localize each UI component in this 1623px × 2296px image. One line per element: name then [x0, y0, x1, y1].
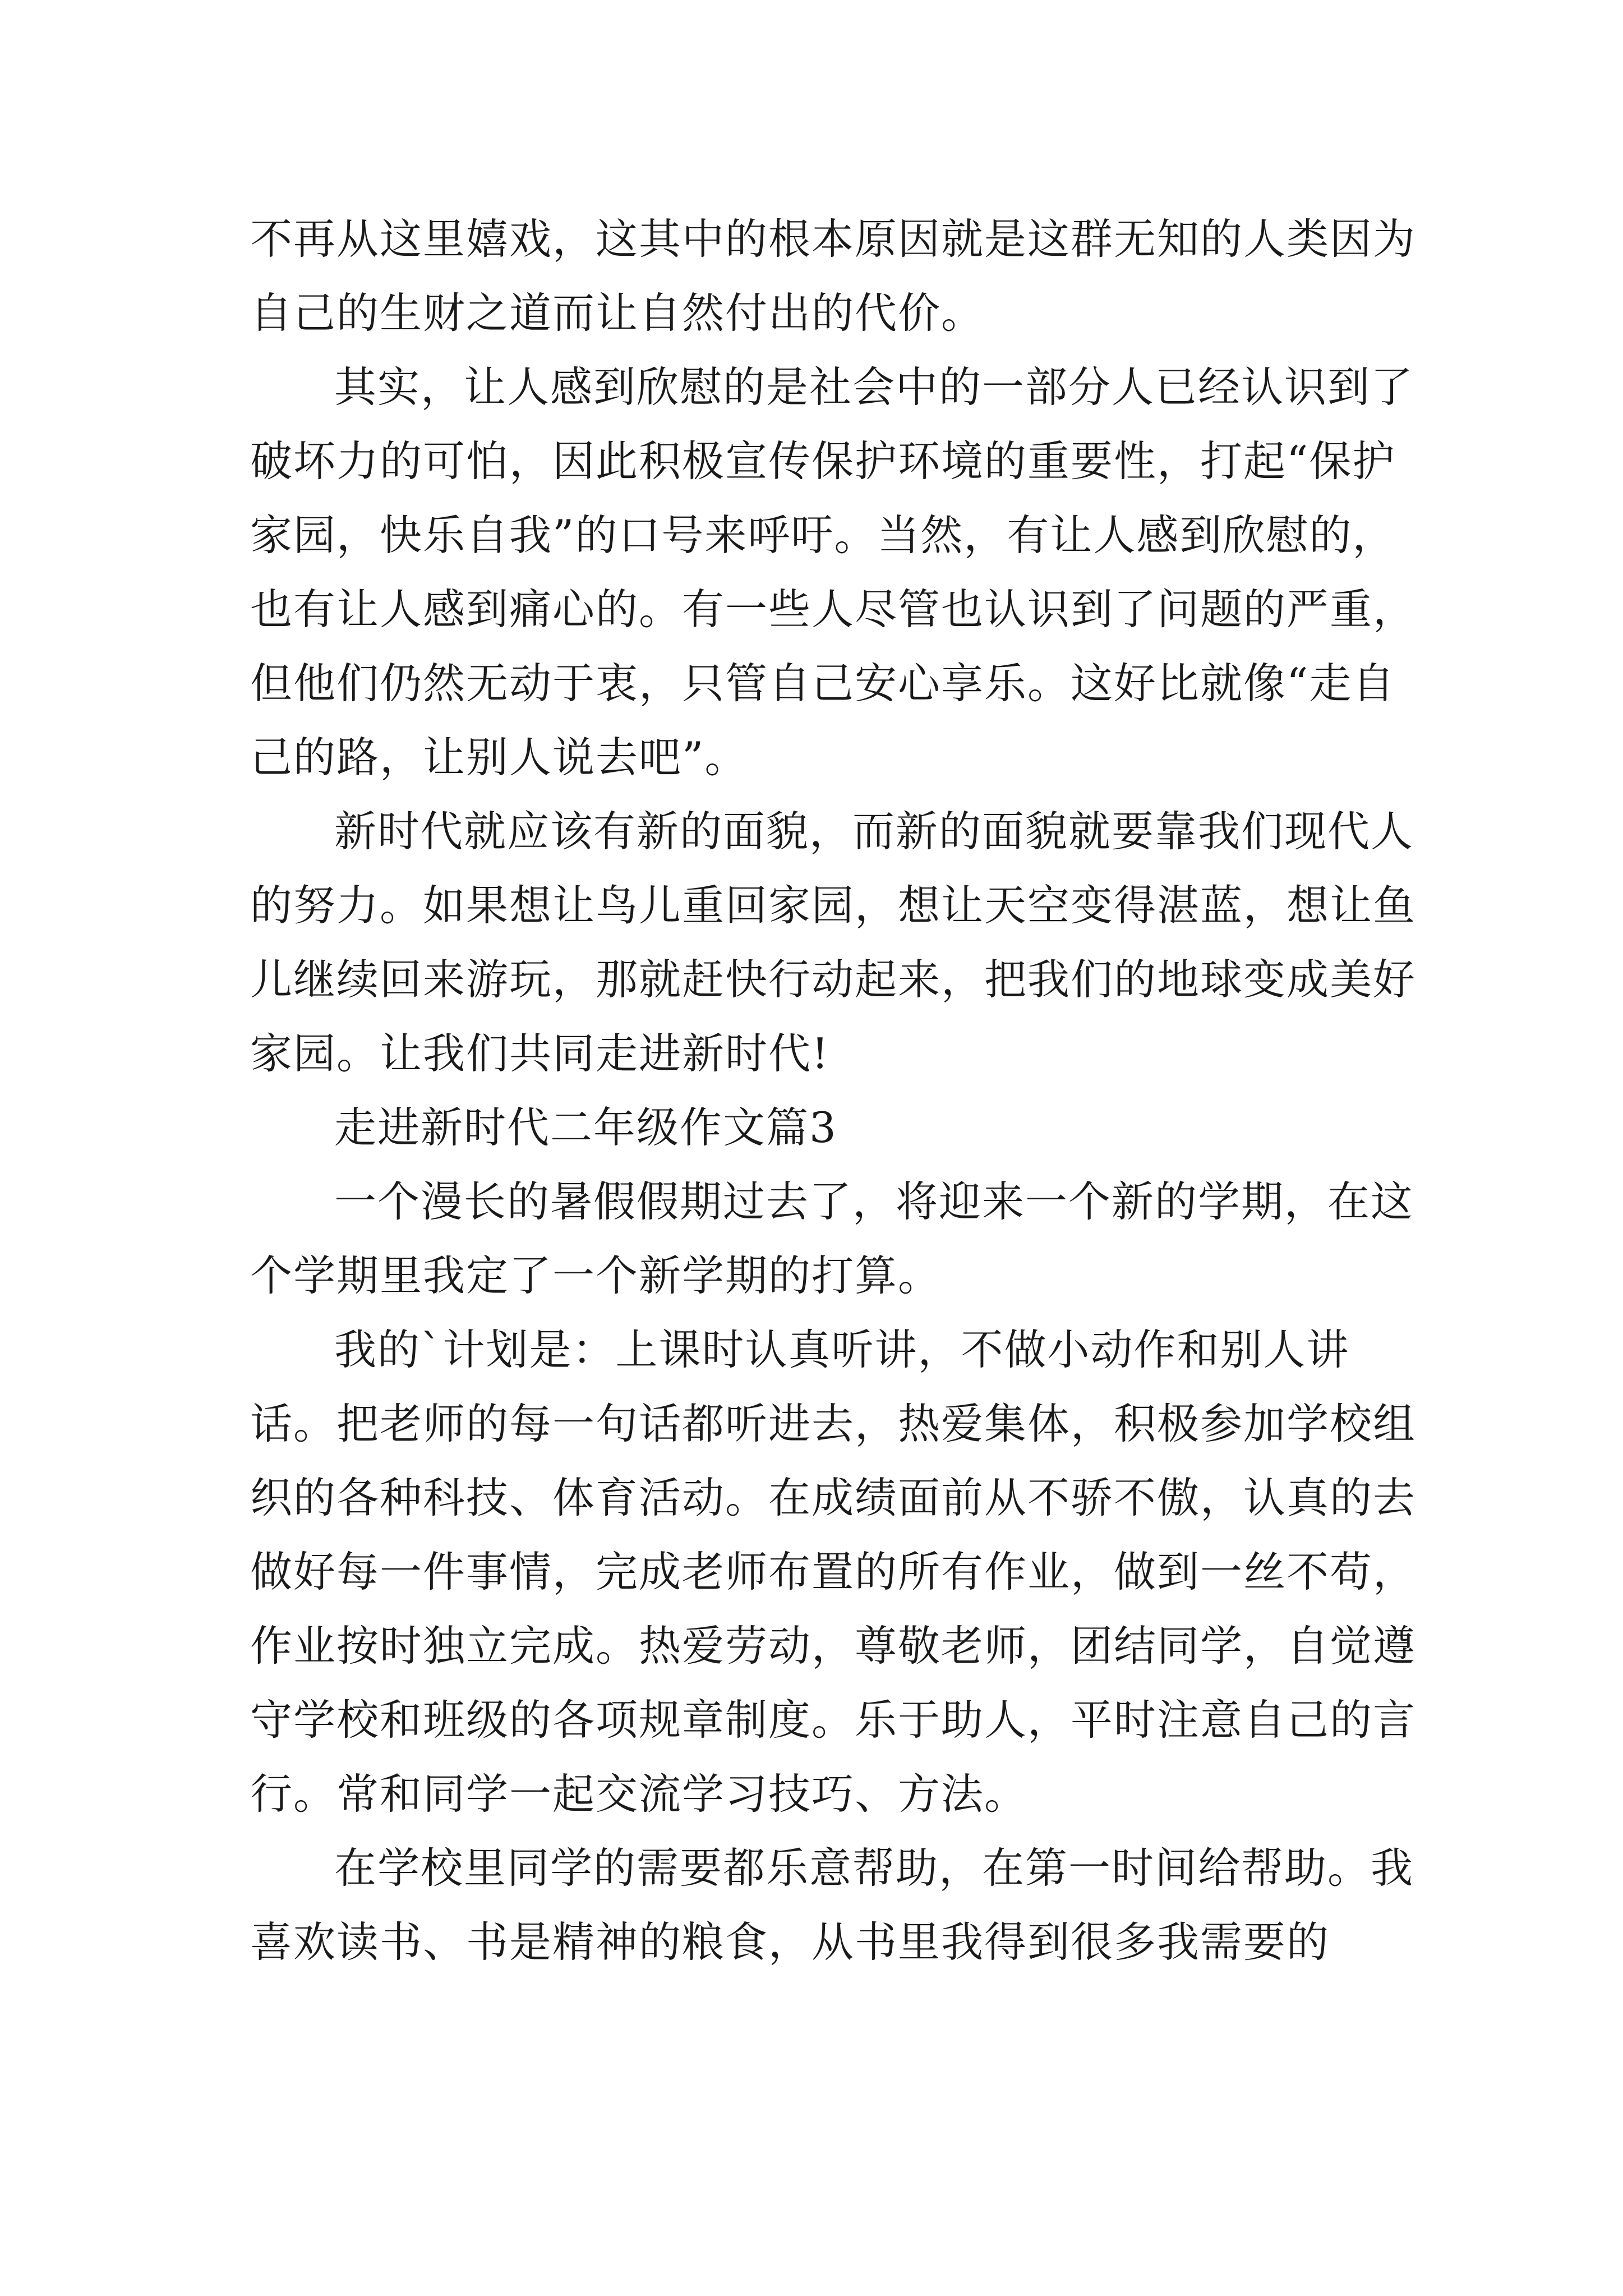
paragraph: 我的`计划是：上课时认真听讲，不做小动作和别人讲话。把老师的每一句话都听进去，热爱集体，积极参加学校组织的各种科技、体育活动。在成绩面前从不骄不傲，认真的去做好每一件事情，完成老师布置的所有作业，做到一丝不苟，作业按时独立完成。热爱劳动，尊敬老师，团结同学，自觉遵守学校和班级的各项规章制度。乐于助人，平时注意自己的言行。常和同学一起交流学习技巧、方法。	[250, 1325, 1417, 1819]
paragraph: 一个漫长的暑假假期过去了，将迎来一个新的学期，在这个学期里我定了一个新学期的打算。	[250, 1177, 1414, 1300]
section-heading: 走进新时代二年级作文篇3	[334, 1103, 837, 1152]
paragraph: 其实，让人感到欣慰的是社会中的一部分人已经认识到了破坏力的可怕，因此积极宣传保护环境的重要性，打起“保护家园，快乐自我”的口号来呼吁。当然，有让人感到欣慰的，也有让人感到痛心的。有一些人尽管也认识到了问题的严重，但他们仍然无动于衷，只管自己安心享乐。这好比就像“走自己的路，让别人说去吧”。	[250, 362, 1417, 782]
paragraph-continuation: 不再从这里嬉戏，这其中的根本原因就是这群无知的人类因为自己的生财之道而让自然付出的代价。	[250, 214, 1417, 338]
paragraph: 在学校里同学的需要都乐意帮助，在第一时间给帮助。我喜欢读书、书是精神的粮食，从书里我得到很多我需要的	[250, 1843, 1414, 1967]
paragraph: 新时代就应该有新的面貌，而新的面貌就要靠我们现代人的努力。如果想让鸟儿重回家园，想让天空变得湛蓝，想让鱼儿继续回来游玩，那就赶快行动起来，把我们的地球变成美好家园。让我们共同走进新时代!	[250, 807, 1417, 1078]
document-body	[250, 202, 1417, 1979]
